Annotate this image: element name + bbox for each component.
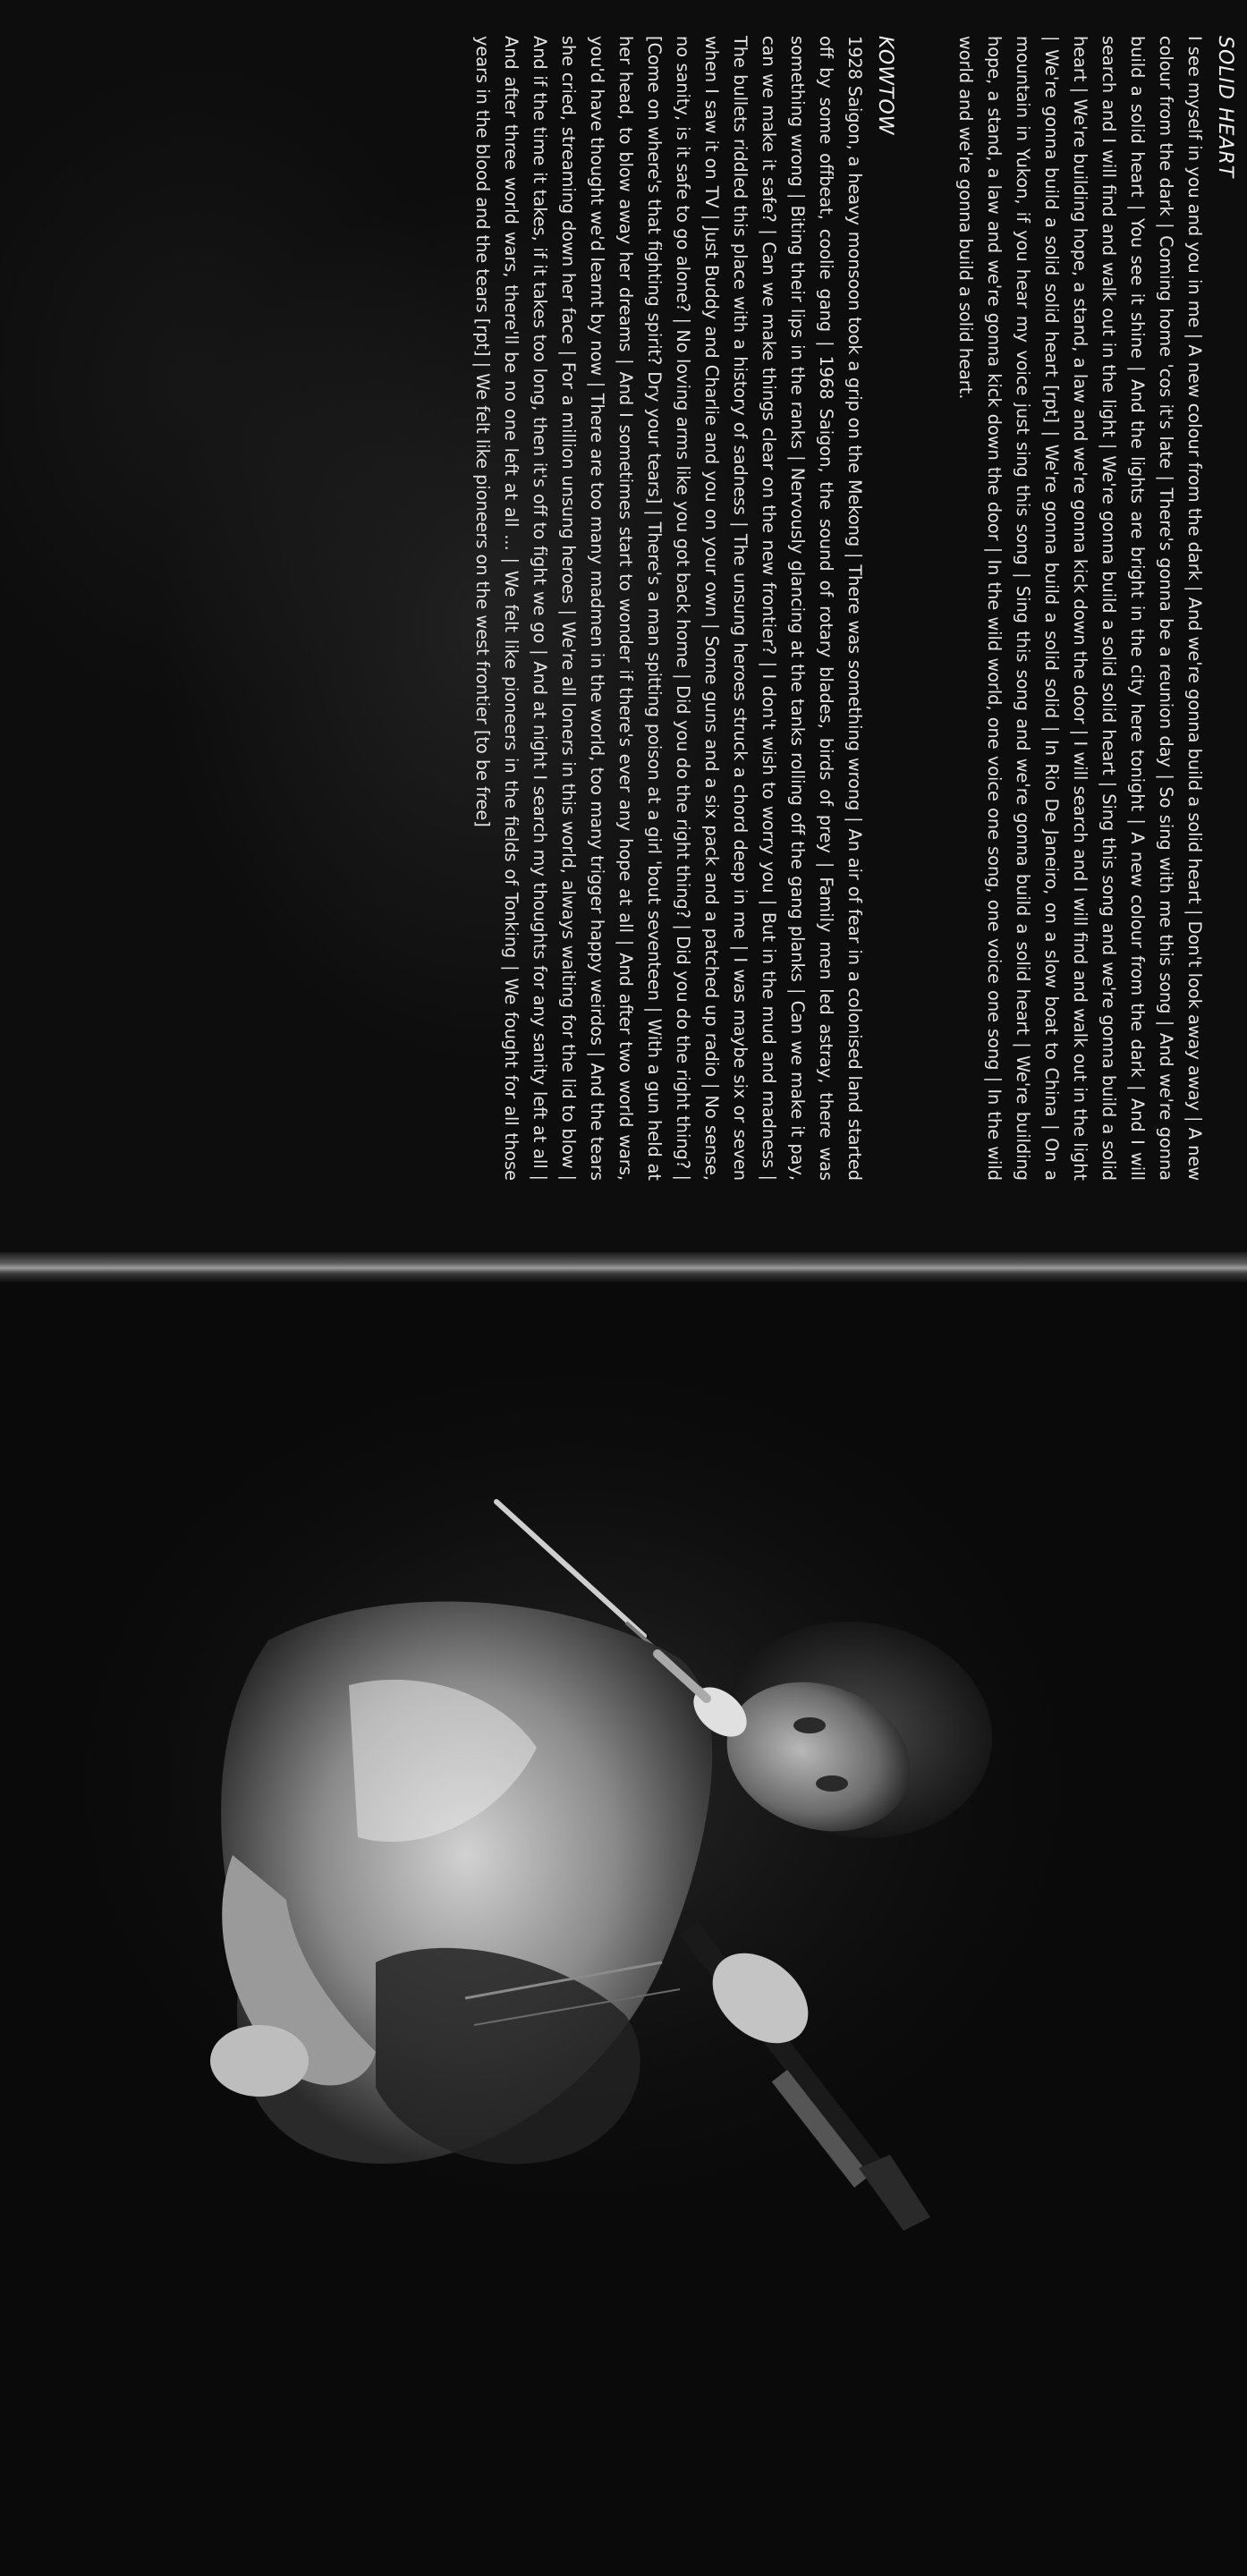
song-lyrics: 1928 Saigon, a heavy monsoon took a grip on the Mekong | There was something wrong | An air of fear in a colonised land started off by some offbeat, coolie gang | 1968 Saigon, the sound of rotary blades, birds of prey | Family men led astray, there was something wrong | Biting their lips in the ranks | Nervously glancing at the tanks rolling off the gang planks | Can we make it pay, can we make it safe? | Can we make things clear on the new frontier? | I don't wish to worry you | But in the mud and madness | The bullets riddled this place with a history of sadness | The unsung heroes struck a chord deep in me | I was maybe six or seven when I saw it on TV | Just Buddy and Charlie and you on your own | Some guns and a six pack and a patched up radio | No sense, no sanity, is it safe to go alone? | No loving arms like you got back home | Did you do the right thing? | Did you do the right thing? | [Come on where's that fighting spirit? Dry your tears] | There's a man spitting poison at a girl 'bout seventeen | With a gun held at her head, to blow away her dreams | And I sometimes start to wonder if there's ever any hope at all | And after two world wars, you'd have thought we'd learnt by now | There are too many madmen in the world, too many trigger happy weirdos | And the tears she cried, streaming down her face | For a million unsung heroes | We're all loners in this world, always waiting for the lid to blow | And if the time it takes, if it takes too long, then it's off to fight we go | And at night I search my thoughts for any sanity left at all | And after three world wars, there'll be no one left at all ... | We felt like pioneers in the fields of Tonking | We fought for all those years in the blood and the tears [rpt] | We felt like pioneers on the west frontier [to be free] bbox=[472, 36, 865, 1181]
lyrics-text-layer bbox=[0, 0, 1247, 1216]
song-solid-heart bbox=[951, 36, 1236, 1181]
live-performance-photo bbox=[0, 1283, 1247, 2576]
song-title: SOLID HEART bbox=[1214, 36, 1236, 179]
song-lyrics: I see myself in you and you in me | A new colour from the dark | And we're gonna build a solid heart | Don't look away away | A new colour from the dark | Coming home 'cos it's late | There's gonna be a reunion day | So sing with me this song | And we're gonna build a solid heart | You see it shine | And the lights are bright in the city here tonight | A new colour from the dark | And I will search and I will find and walk out in the light | We're gonna build a solid solid heart | Sing this song and we're gonna build a solid heart | We're building hope, a stand, a law and we're gonna kick down the door | I will search and I will find and walk out in the light | We're gonna build a solid solid heart [rpt] | We're gonna build a solid solid | In Rio De Janeiro, on a slow boat to China | On a mountain in Yukon, if you hear my voice just sing this song | Sing this song and we're gonna build a solid heart | We're building hope, a stand, a law and we're gonna kick down the door | In the wild world, one voice one song, one voice one song | In the wild world and we're gonna build a solid heart. bbox=[955, 36, 1205, 1181]
live-photo-panel bbox=[0, 1283, 1247, 2576]
booklet-fold bbox=[0, 1252, 1247, 1283]
song-kowtow bbox=[468, 36, 896, 1181]
song-title: KOWTOW bbox=[874, 36, 896, 136]
